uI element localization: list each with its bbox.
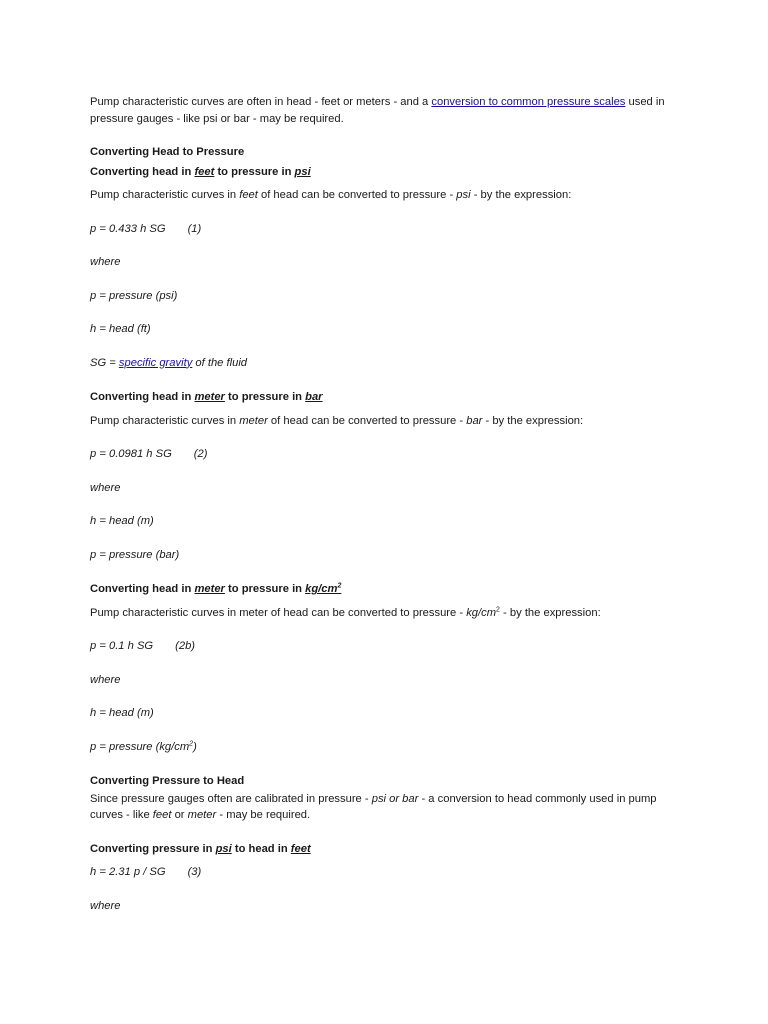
where-label: where: [90, 481, 121, 494]
desc-text: of head can be converted to pressure -: [257, 189, 457, 201]
desc-text: Pump characteristic curves in: [90, 189, 240, 201]
desc-text: - by the expression:: [499, 606, 601, 619]
desc-italic: meter: [239, 414, 268, 427]
equation-2b: [90, 638, 690, 655]
desc-text: of head can be converted to pressure -: [267, 414, 467, 427]
desc-italic: bar: [466, 414, 483, 427]
where-label: where: [90, 673, 121, 686]
desc-text: Pump characteristic curves in: [90, 414, 240, 427]
desc-italic: kg/cm: [466, 606, 497, 619]
desc-text: - by the expression:: [470, 189, 572, 201]
definition-pressure-bar: p = pressure (bar): [90, 548, 180, 561]
intro-text-end: used in pressure gauges - like psi or bar - may be required.: [90, 96, 665, 125]
where-label: where: [90, 899, 121, 912]
heading-text: Converting head in: [90, 165, 195, 178]
def-text: ): [193, 740, 197, 753]
desc-italic: meter: [187, 809, 217, 821]
description-meter-to-bar: [90, 413, 690, 430]
subheading-psi-to-feet: [90, 841, 690, 858]
def-text: p = pressure (kg/cm: [90, 740, 190, 753]
description-meter-to-kgcm2: [90, 605, 690, 622]
heading-text: to pressure in: [224, 583, 306, 595]
desc-italic: psi: [456, 189, 471, 201]
definition-pressure-psi: p = pressure (psi): [90, 289, 178, 302]
desc-text: - may be required.: [216, 809, 311, 821]
desc-text: Pump characteristic curves in meter of head can be converted to pressure -: [90, 606, 467, 619]
def-text: of the fluid: [192, 356, 248, 369]
desc-italic: feet: [152, 809, 172, 821]
specific-gravity-link[interactable]: specific gravity: [118, 356, 193, 369]
equation-number: (3): [187, 866, 202, 878]
desc-italic: feet: [239, 189, 258, 201]
heading-unit: [194, 583, 224, 595]
section-title-pressure-to-head: Converting Pressure to Head: [90, 775, 245, 787]
where-label: where: [90, 256, 121, 268]
equation-text: p = 0.433 h SG: [90, 222, 166, 235]
definition-head-m: h = head (m): [90, 707, 154, 719]
definition-sg: [90, 355, 690, 372]
heading-text: to pressure in: [214, 165, 295, 178]
equation-2: [90, 446, 690, 463]
equation-3: [90, 864, 690, 881]
heading-unit: bar: [305, 391, 323, 403]
intro-paragraph: [90, 94, 690, 127]
heading-text: Converting head in: [90, 583, 195, 595]
desc-text: or: [171, 809, 188, 821]
subheading-meter-to-bar: [90, 389, 690, 406]
heading-text: to head in: [231, 842, 291, 855]
heading-unit-text: kg/cm: [305, 583, 338, 595]
definition-head-m: h = head (m): [90, 515, 154, 527]
desc-text: - a conversion to head commonly used in pump curves - like: [90, 792, 657, 821]
heading-unit: meter: [194, 391, 225, 403]
equation-number: (2): [193, 448, 208, 460]
superscript: 2: [337, 582, 342, 590]
equation-text: p = 0.0981 h SG: [90, 448, 172, 460]
heading-unit-text: meter: [194, 583, 225, 595]
conversion-link[interactable]: conversion to common pressure scales: [431, 96, 626, 108]
description-feet-to-psi: [90, 187, 690, 204]
def-text: SG =: [90, 356, 119, 369]
heading-unit: psi: [294, 165, 311, 178]
heading-text: to pressure in: [224, 391, 306, 403]
heading-unit: [305, 583, 341, 595]
heading-unit: feet: [194, 165, 215, 178]
heading-text: Converting pressure in: [90, 842, 216, 855]
definition-head-ft: h = head (ft): [90, 323, 151, 335]
equation-text: h = 2.31 p / SG: [90, 866, 166, 878]
section-title-head-to-pressure: Converting Head to Pressure: [90, 146, 245, 158]
heading-unit: feet: [290, 842, 311, 855]
superscript: 2: [189, 739, 194, 747]
intro-text: Pump characteristic curves are often in head - feet or meters - and a: [90, 96, 432, 108]
desc-text: Since pressure gauges often are calibrated in pressure -: [90, 792, 372, 805]
equation-1: [90, 221, 690, 238]
superscript: 2: [496, 605, 500, 613]
desc-text: - by the expression:: [482, 414, 584, 427]
subheading-meter-to-kgcm2: [90, 581, 690, 598]
desc-italic: psi or bar: [371, 792, 419, 805]
equation-number: (2b): [175, 640, 196, 652]
description-pressure-to-head: [90, 791, 690, 824]
document-body: [90, 94, 690, 914]
heading-text: Converting head in: [90, 391, 195, 403]
equation-text: p = 0.1 h SG: [90, 640, 154, 652]
heading-unit: psi: [215, 842, 232, 855]
definition-pressure-kgcm2: [90, 739, 690, 756]
equation-number: (1): [187, 222, 202, 235]
subheading-feet-to-psi: [90, 164, 690, 181]
